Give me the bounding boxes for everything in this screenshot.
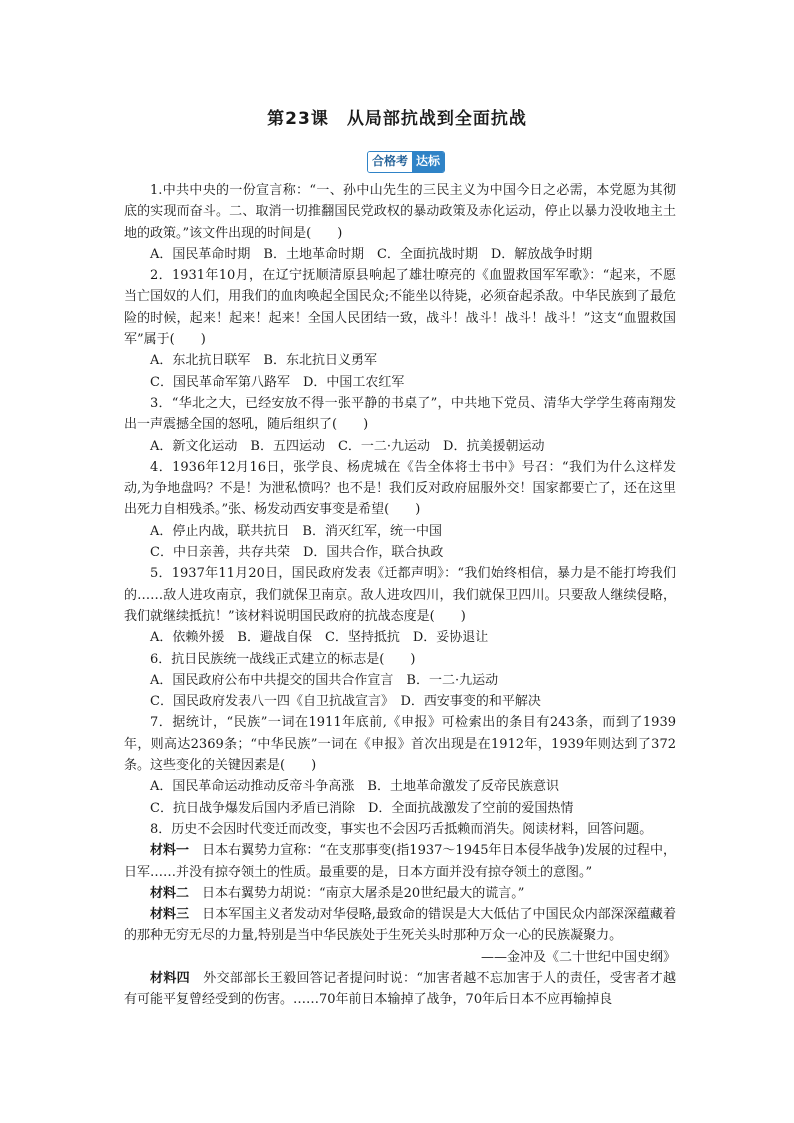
question-1-options: A．国民革命时期 B．土地革命时期 C．全面抗战时期 D．解放战争时期: [150, 246, 593, 262]
section-badge: [367, 151, 445, 173]
question-7-stem: 7．据统计，“民族”一词在1911年底前,《申报》可检索出的条目有243条，而到了1939年，则高达2369条；“中华民族”一词在《申报》首次出现是在1912年，1939年则达到了372条。这些变化的关键因素是( ): [124, 715, 676, 774]
question-2-stem: 2．1931年10月，在辽宁抚顺清原县响起了雄壮嘹亮的《血盟救国军军歌》：“起来，不愿当亡国奴的人们，用我们的血肉唤起全国民众;不能坐以待毙，必须奋起杀敌。中华民族到了最危险的时候，起来！起来！起来！全国人民团结一致，战斗！战斗！战斗！战斗！”这支“血盟救国军”属于( ): [124, 268, 676, 348]
material-4-label: 材料四: [150, 970, 190, 986]
question-6-stem: 6．抗日民族统一战线正式建立的标志是( ): [150, 651, 416, 667]
material-1-label: 材料一: [150, 843, 190, 859]
material-4-text: 外交部部长王毅回答记者提问时说：“加害者越不忘加害于人的责任，受害者才越有可能平复曾经受到的伤害。……70年前日本输掉了战争，70年后日本不应再输掉良: [124, 970, 676, 1008]
material-3: [124, 904, 676, 947]
question-5-stem: 5．1937年11月20日，国民政府发表《迁都声明》：“我们始终相信，暴力是不能打垮我们的……敌人进攻南京，我们就保卫南京。敌人进攻四川，我们就保卫四川。只要敌人继续侵略，我们就继续抵抗！”该材料说明国民政府的抗战态度是( ): [124, 566, 676, 624]
question-4-options-row-1: A．停止内战，联共抗日 B．消灭红军，统一中国: [150, 523, 442, 539]
badge-label-right: 达标: [412, 152, 444, 172]
question-2-options-row-2: C．国民革命军第八路军 D．中国工农红军: [150, 374, 405, 390]
question-3-stem: 3．“华北之大，已经安放不得一张平静的书桌了”，中共地下党员、清华大学学生蒋南翔发出一声震撼全国的怒吼，随后组织了( ): [124, 395, 676, 433]
page-title: 第23课 从局部抗战到全面抗战: [267, 109, 527, 129]
question-7-options-row-2: C．抗日战争爆发后国内矛盾已消除 D．全面抗战激发了空前的爱国热情: [150, 800, 574, 816]
material-3-label: 材料三: [150, 907, 190, 923]
material-3-text: 日本军国主义者发动对华侵略,最致命的错误是大大低估了中国民众内部深深蕴藏着的那种无穷无尽的力量,特别是当中华民族处于生死关头时那种万众一心的民族凝聚力。: [124, 907, 676, 944]
question-list: [124, 180, 676, 1011]
question-5-options: A．依赖外援 B．避战自保 C．坚持抵抗 D．妥协退让: [150, 630, 489, 646]
material-1: [124, 840, 676, 883]
question-2-options-row-1: A．东北抗日联军 B．东北抗日义勇军: [150, 353, 377, 369]
question-4-stem: 4．1936年12月16日，张学良、杨虎城在《告全体将士书中》号召：“我们为什么这样发动,为争地盘吗？不是！为泄私愤吗？也不是！我们反对政府屈服外交！国家都要亡了，还在这里出死力自相残杀。”张、杨发动西安事变是希望( ): [124, 459, 676, 518]
question-8-stem: 8．历史不会因时代变迁而改变，事实也不会因巧舌抵赖而消失。阅读材料，回答问题。: [150, 821, 653, 837]
question-7-options-row-1: A．国民革命运动推动反帝斗争高涨 B．土地革命激发了反帝民族意识: [150, 779, 559, 795]
material-4: [124, 968, 676, 1011]
material-2-label: 材料二: [150, 885, 190, 901]
material-1-text: 日本右翼势力宣称：“在支那事变(指1937～1945年日本侵华战争)发展的过程中，日军……并没有掠夺领土的性质。最重要的是，日本方面并没有掠夺领土的意图。”: [124, 843, 676, 880]
material-2-text: 日本右翼势力胡说：“南京大屠杀是20世纪最大的谎言。”: [189, 885, 525, 901]
question-4-options-row-2: C．中日亲善，共存共荣 D．国共合作，联合执政: [150, 545, 444, 561]
badge-label-left: 合格考: [368, 152, 412, 172]
material-2: [124, 883, 676, 904]
question-1-stem: 1.中共中央的一份宣言称：“一、孙中山先生的三民主义为中国今日之必需，本党愿为其彻底的实现而奋斗。二、取消一切推翻国民党政权的暴动政策及赤化运动，停止以暴力没收地主土地的政策。”该文件出现的时间是( ): [124, 183, 676, 241]
question-6-options-row-1: A．国民政府公布中共提交的国共合作宣言 B．一二·九运动: [150, 672, 499, 688]
question-6-options-row-2: C．国民政府发表八一四《自卫抗战宣言》 D．西安事变的和平解决: [150, 694, 541, 710]
question-3-options: A．新文化运动 B．五四运动 C．一二·九运动 D．抗美援朝运动: [150, 438, 545, 454]
material-3-source: ——金冲及《二十世纪中国史纲》: [480, 949, 676, 965]
